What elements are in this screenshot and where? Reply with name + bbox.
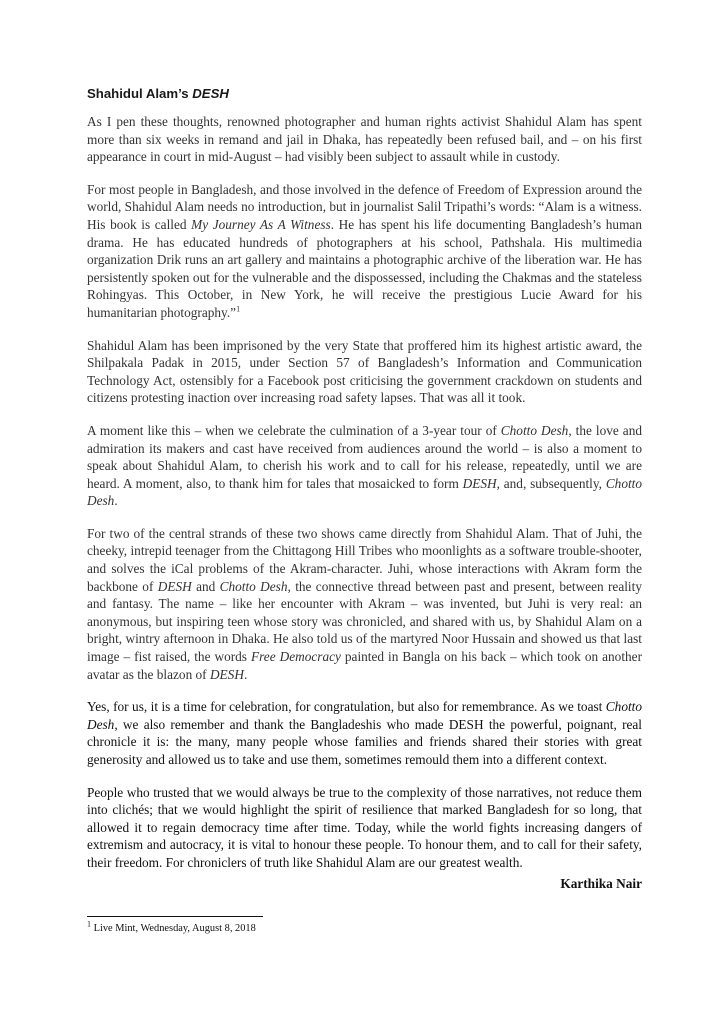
p5-text: and — [191, 578, 220, 594]
book-title: My Journey As A Witness — [191, 216, 331, 232]
author-signature: Karthika Nair — [560, 875, 642, 891]
paragraph-5 — [87, 525, 642, 683]
slogan-text: Free Democracy — [251, 649, 341, 665]
footnote — [87, 919, 256, 934]
p2-text: For most people in Bangladesh, and those involved in the defence of Freedom of Expression around the world, Shahidul Alam needs no introduction, but in journalist Salil Tripathi’s words: “Alam is a witness. His book is called — [87, 181, 642, 232]
title-emphasis: DESH — [192, 86, 229, 101]
show-title: DESH — [462, 475, 497, 491]
paragraph-3: Shahidul Alam has been imprisoned by the very State that proffered him its highest artistic award, the Shilpakala Padak in 2015, under Section 57 of Bangladesh’s Information and Communication Technology Act, ostensibly for a Facebook post criticising the government crackdown on students and citizens protesting inaction over increasing road safety lapses. That was all it took. — [87, 337, 642, 406]
show-title: Chotto Desh — [87, 699, 642, 732]
paragraph-4 — [87, 422, 642, 510]
show-title: DESH — [157, 578, 192, 594]
p4-text: , and, subsequently, — [496, 475, 606, 491]
show-title: Chotto Desh — [87, 475, 643, 509]
paragraph-1: As I pen these thoughts, renowned photographer and human rights activist Shahidul Alam has spent more than six weeks in remand and jail in Dhaka, has repeatedly been refused bail, and – on his first appearance in court in mid-August – had visibly been subject to assault while in custody. — [87, 114, 642, 165]
footnote-text: Live Mint, Wednesday, August 8, 2018 — [91, 923, 256, 934]
p4-text: , the love and admiration its makers and cast have received from audiences around the world – is also a moment to speak about Shahidul Alam, to cherish his work and to call for his release, repeatedly, until we are heard. A moment, also, to thank him for tales that mosaicked to form — [87, 422, 642, 491]
p4-text: A moment like this – when we celebrate the culmination of a 3-year tour of — [87, 422, 501, 438]
footnote-reference[interactable]: 1 — [236, 304, 241, 314]
show-title: Chotto Desh — [500, 422, 569, 438]
paragraph-2 — [87, 181, 642, 322]
show-title: Chotto Desh, — [219, 578, 291, 594]
p6-text: Yes, for us, it is a time for celebration, for congratulation, but also for remembrance. As we toast — [87, 699, 606, 715]
paragraph-6 — [87, 698, 642, 768]
p5-text: For two of the central strands of these two shows came directly from Shahidul Alam. That of Juhi, the cheeky, intrepid teenager from the Chittagong Hill Tribes who moonlights as a software trouble-shooter, and solves the iCal problems of the Akram-character. Juhi, whose interactions with Akram form the backbone of — [87, 525, 642, 594]
footnote-divider — [87, 916, 263, 917]
footnote-number: 1 — [87, 919, 91, 929]
p5-text: painted in Bangla on his back – which took on another avatar as the blazon of — [87, 649, 642, 682]
p6-text: , we also remember and thank the Bangladeshis who made DESH the powerful, poignant, real chronicle it is: the many, many people whose families and friends shared their stories with great generosity and allowed us to take and use them, sometimes remould them into a different context. — [87, 716, 642, 767]
p5-text: the connective thread between past and present, between reality and fantasy. The name – like her encounter with Akram – was invented, but Juhi is very real: an anonymous, but inspiring teen whose story was chronicled, and shared with us, by Shahidul Alam on a bright, wintry afternoon in Dhaka. He also told us of the martyred Noor Hussain and showed us that last image – fist raised, the words — [87, 578, 642, 665]
title-text: Shahidul Alam’s — [87, 86, 193, 101]
paragraph-7: People who trusted that we would always be true to the complexity of those narratives, not reduce them into clichés; that we would highlight the spirit of resilience that marked Bangladesh for so long, that allowed it to regain democracy time after time. Today, while the world fights increasing dangers of extremism and autocracy, it is vital to honour these people. To honour them, and to call for their safety, their freedom. For chroniclers of truth like Shahidul Alam are our greatest wealth. — [87, 784, 642, 870]
show-title: DESH — [209, 666, 244, 682]
document-title — [87, 86, 642, 101]
p5-text: . — [243, 666, 248, 682]
p4-text: . — [114, 493, 118, 509]
p2-text: . He has spent his life documenting Bangladesh’s human drama. He has educated hundreds of photographers at his school, Pathshala. His multimedia organization Drik runs an art gallery and maintains a photographic archive of the liberation war. He has persistently spoken out for the vulnerable and the dispossessed, including the Chakmas and the stateless Rohingyas. This October, in New York, he will receive the prestigious Lucie Award for his humanitarian photography.” — [87, 216, 642, 320]
